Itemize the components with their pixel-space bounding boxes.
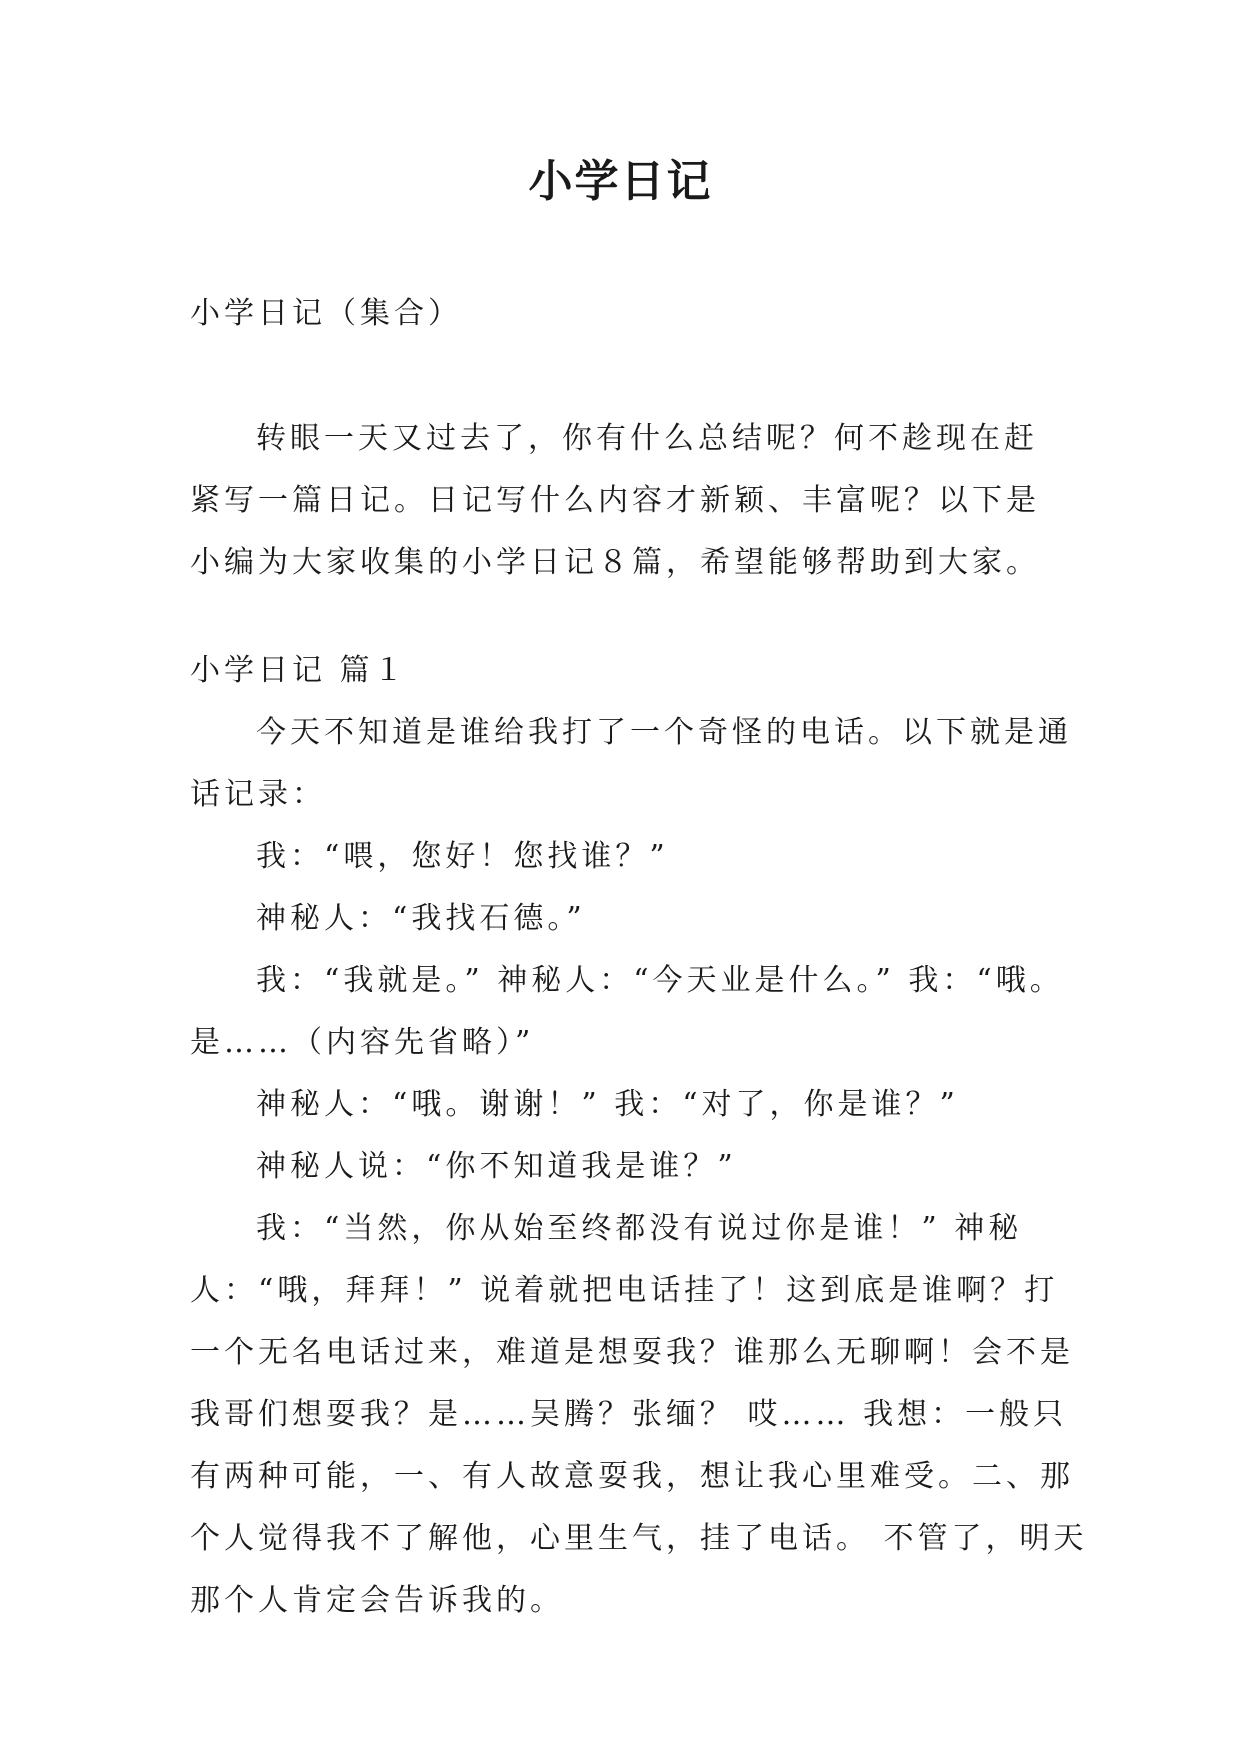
intro-paragraph: 转眼一天又过去了，你有什么总结呢？何不趁现在赶紧写一篇日记。日记写什么内容才新颖、丰富呢？以下是小编为大家收集的小学日记８篇，希望能够帮助到大家。 bbox=[190, 421, 1040, 580]
paragraph: 神秘人：“我找石德。” bbox=[256, 901, 586, 936]
intro-block bbox=[190, 408, 1060, 594]
paragraph: 我：“我就是。” 神秘人：“今天业是什么。” 我：“哦。是……（内容先省略）” bbox=[190, 963, 1064, 1060]
paragraph: 神秘人：“哦。谢谢！” 我：“对了，你是谁？” bbox=[256, 1087, 959, 1122]
paragraph: 神秘人说：“你不知道我是谁？” bbox=[256, 1149, 737, 1184]
paragraph: 我：“喂，您好！您找谁？” bbox=[256, 839, 669, 874]
section-1 bbox=[190, 640, 1090, 1632]
paragraph: 今天不知道是谁给我打了一个奇怪的电话。以下就是通话记录： bbox=[190, 715, 1072, 812]
document-subtitle: 小学日记（集合） bbox=[190, 296, 462, 331]
paragraph: 我：“当然，你从始至终都没有说过你是谁！” 神秘人：“哦，拜拜！” 说着就把电话挂了！这到底是谁啊？打一个无名电话过来，难道是想耍我？谁那么无聊啊！会不是我哥们想耍我？是……吴腾？张缅？ 哎…… 我想：一般只有两种可能，一、有人故意耍我，想让我心里难受。二、那个人觉得我不了解他，心里生气，挂了电话。 不管了，明天那个人肯定会告诉我的。 bbox=[190, 1211, 1088, 1618]
document-title: 小学日记 bbox=[528, 156, 713, 207]
section-heading: 小学日记 篇１ bbox=[190, 653, 408, 688]
